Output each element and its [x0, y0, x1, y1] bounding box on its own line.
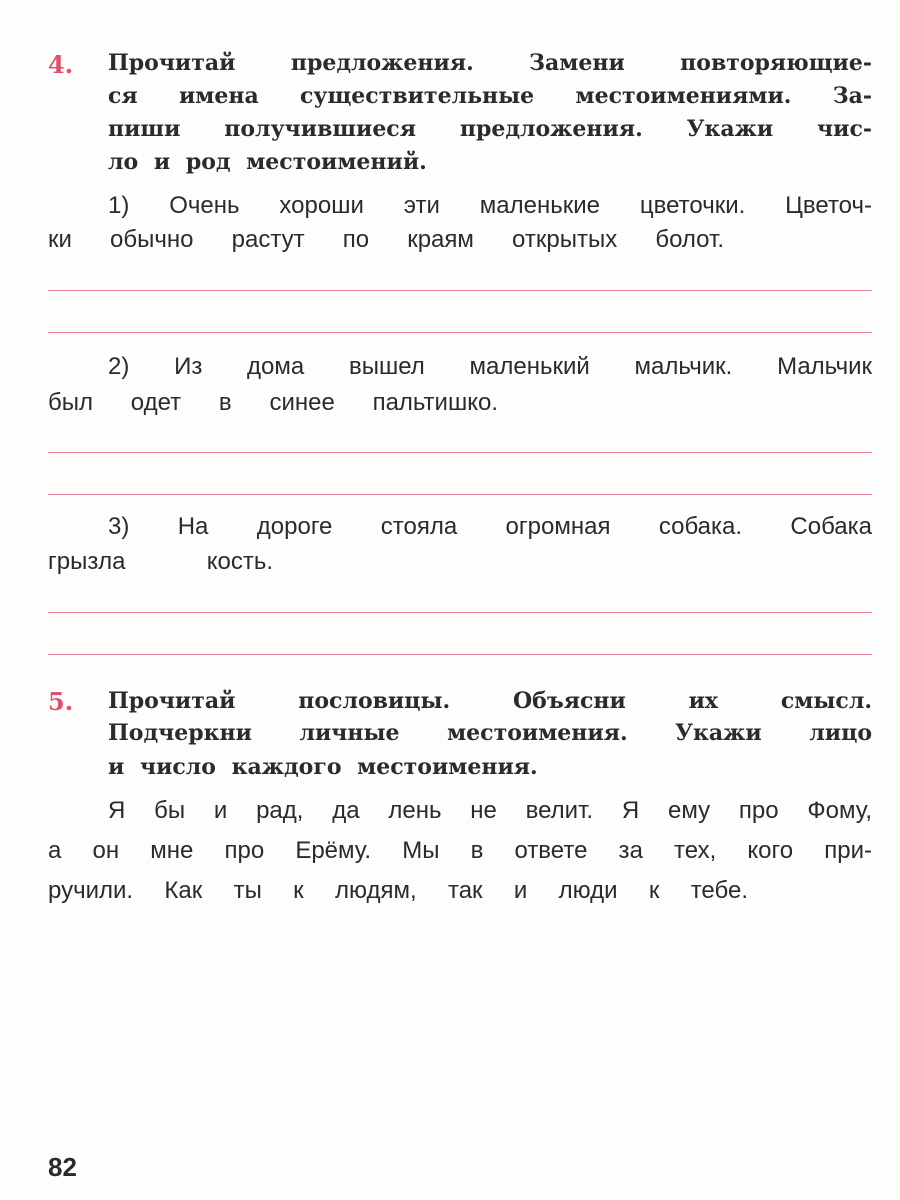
sentence-2-line: 2) Из дома вышел маленький мальчик. Мальчик: [108, 353, 872, 380]
answer-line[interactable]: [48, 290, 872, 291]
task-4-heading-line: Прочитай предложения. Замени повторяющие-: [108, 50, 872, 76]
answer-line[interactable]: [48, 452, 872, 453]
answer-line[interactable]: [48, 612, 872, 613]
answer-line[interactable]: [48, 494, 872, 495]
task-4-heading-line: ло и род местоимений.: [108, 149, 427, 175]
answer-line[interactable]: [48, 654, 872, 655]
sentence-3-line: 3) На дороге стояла огромная собака. Собака: [108, 513, 872, 540]
sentence-1-line: 1) Очень хороши эти маленькие цветочки. Цветоч-: [108, 192, 872, 219]
proverbs-line: Я бы и рад, да лень не велит. Я ему про Фому,: [108, 797, 872, 824]
task-4-heading-line: пиши получившиеся предложения. Укажи чис-: [108, 116, 872, 142]
proverbs-line: ручили. Как ты к людям, так и люди к тебе.: [48, 877, 748, 904]
page-number: 82: [48, 1152, 77, 1182]
answer-line[interactable]: [48, 332, 872, 333]
task-5-heading-line: Прочитай пословицы. Объясни их смысл.: [108, 688, 872, 714]
task-5-number: 5.: [48, 687, 74, 716]
task-5-heading-line: Подчеркни личные местоимения. Укажи лицо: [108, 720, 872, 746]
task-5-heading-line: и число каждого местоимения.: [108, 754, 538, 780]
sentence-2-line: был одет в синее пальтишко.: [48, 389, 498, 416]
proverbs-line: а он мне про Ерёму. Мы в ответе за тех, кого при-: [48, 837, 872, 864]
sentence-3-line: грызла кость.: [48, 548, 273, 575]
task-4-heading-line: ся имена существительные местоимениями. За-: [108, 83, 872, 109]
task-4-number: 4.: [48, 50, 74, 79]
sentence-1-line: ки обычно растут по краям открытых болот.: [48, 226, 724, 253]
